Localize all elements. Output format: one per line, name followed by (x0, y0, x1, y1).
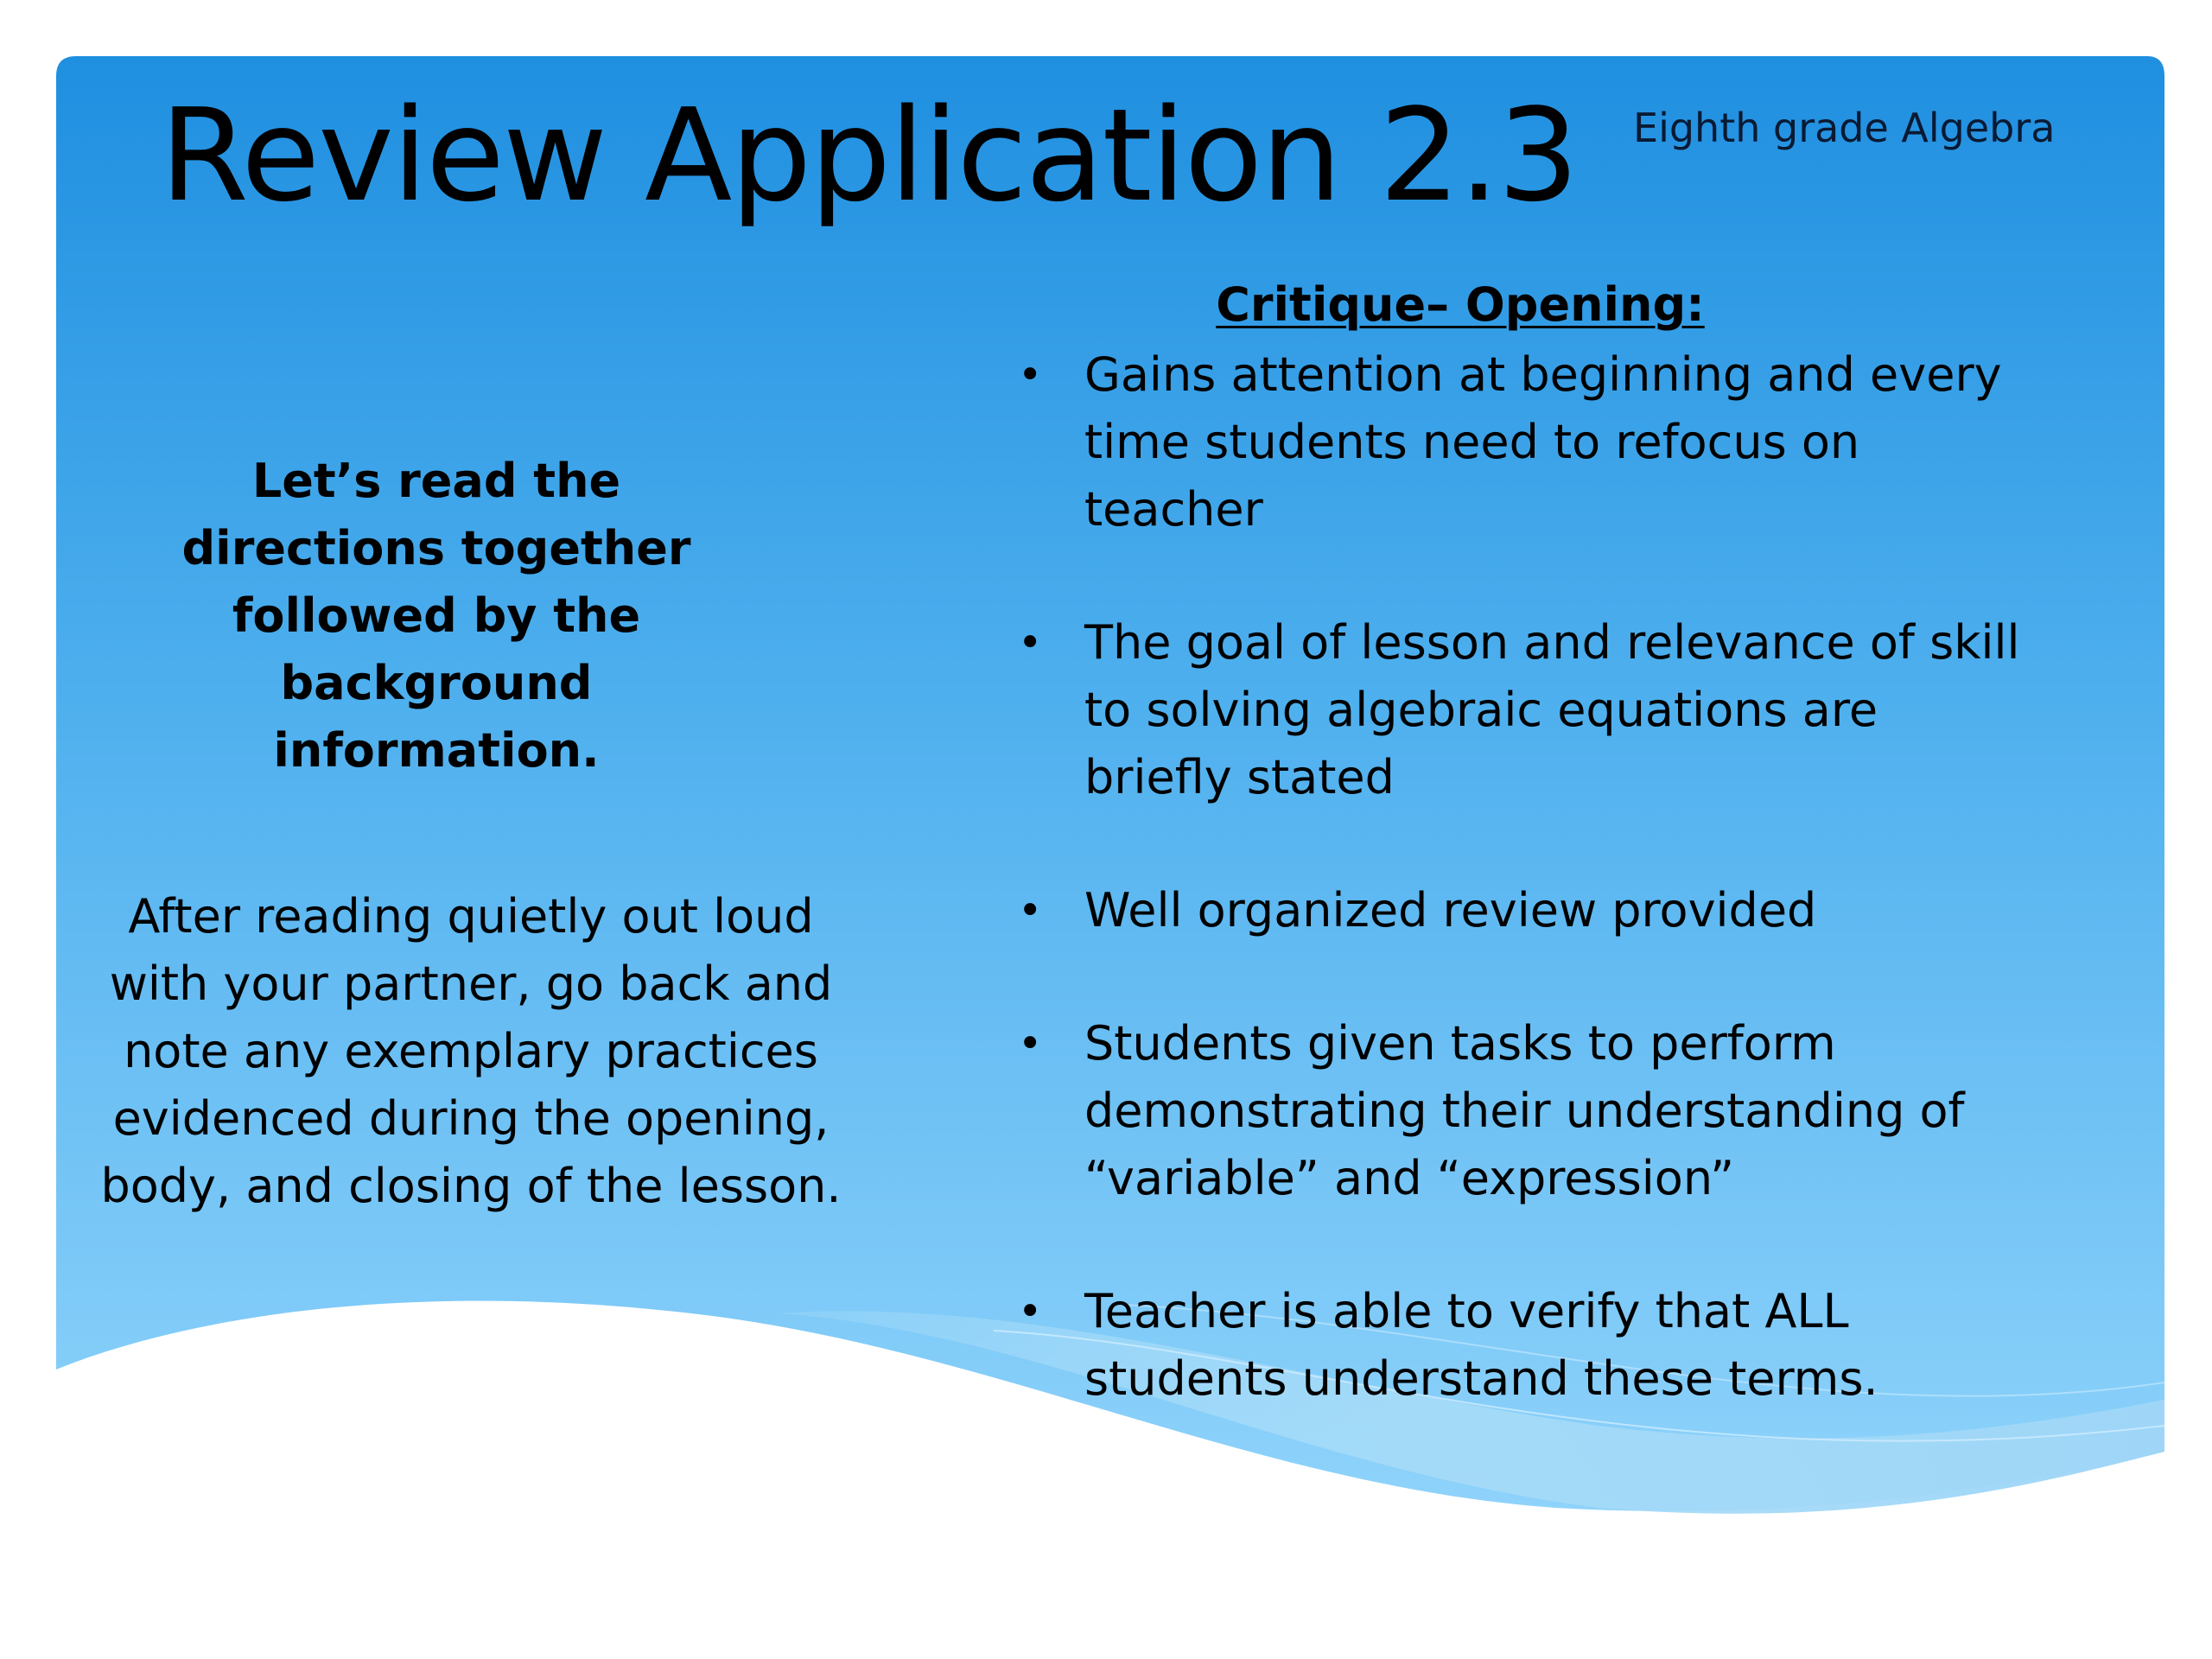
slide-title: Review Application 2.3 (160, 81, 1578, 230)
critique-heading (1080, 275, 1840, 335)
bullet-text: Teacher is able to verify that ALL students understand these terms. (1084, 1284, 1878, 1406)
bullet-text: The goal of lesson and relevance of skill to solving algebraic equations are briefly stated (1084, 615, 2020, 804)
bullet-dot-icon: • (1018, 1020, 1043, 1068)
slide-subtitle: Eighth grade Algebra (1633, 105, 2056, 151)
bullet-dot-icon: • (1018, 887, 1043, 935)
bullet-dot-icon: • (1018, 619, 1043, 667)
bullet-item (1011, 877, 2022, 944)
bullet-text: Students given tasks to perform demonstrating their understanding of “variable” and “expression” (1084, 1016, 1965, 1205)
bullet-text: Gains attention at beginning and every time students need to refocus on teacher (1084, 347, 2002, 537)
bullet-item (1011, 1010, 2022, 1212)
critique-heading-label: Critique– Opening: (1216, 277, 1705, 332)
bullet-dot-icon: • (1018, 351, 1043, 399)
critique-bullet-list (1011, 341, 2022, 1478)
bullet-dot-icon: • (1018, 1287, 1043, 1336)
bullet-item (1011, 609, 2022, 811)
bullet-item (1011, 341, 2022, 543)
directions-prompt: Let’s read the directions together followed by the background information. (181, 454, 691, 778)
instructions-text: After reading quietly out loud with your partner, go back and note any exemplary practices evidenced during the opening, body, and closing of the lesson. (100, 889, 842, 1213)
bullet-item (1011, 1278, 2022, 1413)
bullet-text: Well organized review provided (1084, 883, 1817, 938)
